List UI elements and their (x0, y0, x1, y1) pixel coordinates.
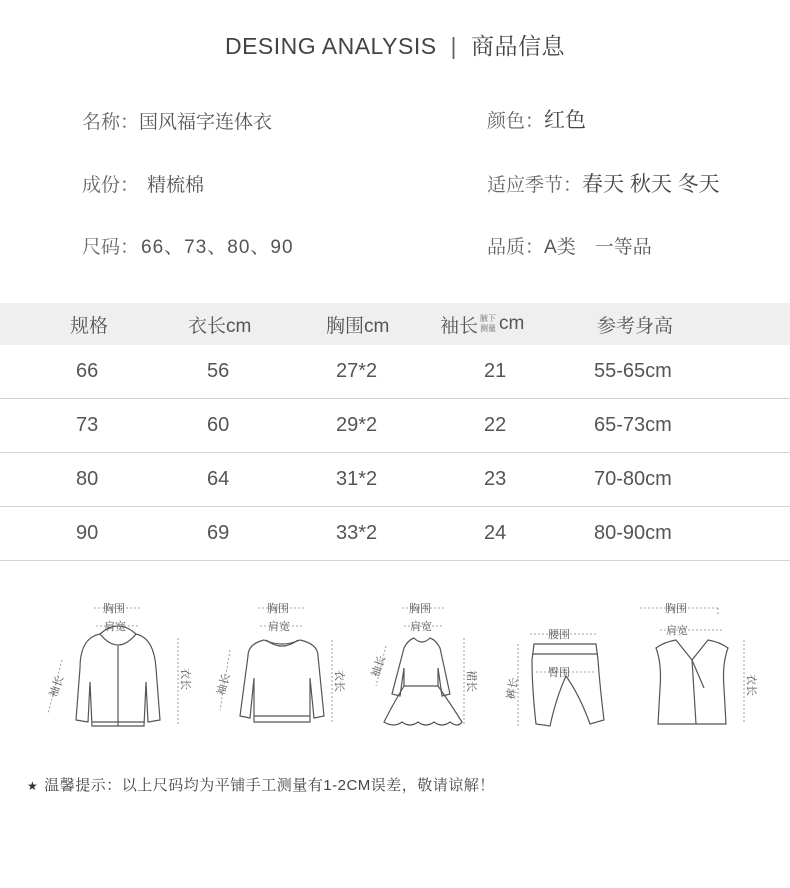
cell-sleeve: 21 (484, 360, 507, 382)
info-season-value: 春天 秋天 冬天 (582, 173, 720, 196)
info-name (82, 107, 272, 134)
sweater-chest-label: 胸围 (267, 602, 289, 615)
pants-diagram (500, 598, 620, 738)
size-table (0, 303, 790, 561)
cell-height: 80-90cm (594, 522, 672, 544)
footer-note-text: 温馨提示：以上尺码均为平铺手工测量有1-2CM误差，敬请谅解！ (44, 777, 495, 794)
dress-length-label: 裙长 (465, 670, 478, 692)
measurement-diagrams (0, 598, 790, 748)
vest-diagram (626, 598, 766, 738)
size-table-header (0, 303, 790, 345)
jacket-chest-label: 胸围 (103, 602, 125, 615)
info-material-value: 精梳棉 (147, 175, 205, 196)
pants-waist-label: 腰围 (548, 628, 570, 641)
cell-spec: 73 (76, 414, 99, 436)
header-title-cn: 商品信息 (471, 33, 566, 59)
col-height: 参考身高 (597, 315, 674, 337)
info-size-value: 66、73、80、90 (141, 237, 294, 258)
col-sleeve-note-2: 测量 (480, 324, 497, 333)
star-icon: ★ (27, 779, 39, 793)
col-sleeve-unit: cm (499, 313, 525, 334)
table-row (0, 507, 790, 561)
info-name-value: 国风福字连体衣 (139, 112, 273, 133)
cell-length: 56 (207, 360, 230, 382)
info-color-value: 红色 (544, 109, 587, 132)
col-chest: 胸围cm (326, 315, 390, 337)
cell-chest: 31*2 (336, 468, 378, 490)
table-row (0, 345, 790, 399)
dress-shoulder-label: 肩宽 (410, 620, 432, 633)
col-sleeve-note-1: 腋下 (480, 314, 497, 323)
footer-note (27, 774, 495, 795)
dress-sleeve-label: 袖长 (368, 653, 389, 680)
header-separator: | (450, 33, 458, 59)
info-material (82, 170, 204, 197)
jacket-sleeve-label: 袖长 (46, 673, 67, 700)
vest-chest-label: 胸围 (665, 602, 687, 615)
col-length: 衣长cm (188, 315, 252, 337)
cell-height: 65-73cm (594, 414, 672, 436)
cell-spec: 80 (76, 468, 99, 490)
table-row (0, 399, 790, 453)
vest-shoulder-label: 肩宽 (666, 624, 688, 637)
info-color-label: 颜色： (487, 111, 545, 132)
cell-chest: 29*2 (336, 414, 378, 436)
jacket-diagram (42, 598, 192, 738)
jacket-shoulder-label: 肩宽 (104, 620, 126, 633)
pants-hip-label: 臀围 (548, 666, 570, 679)
info-season (487, 168, 720, 198)
col-sleeve-label: 袖长 (440, 315, 479, 337)
cell-sleeve: 24 (484, 522, 507, 544)
jacket-length-label: 衣长 (179, 668, 192, 690)
info-size-label: 尺码： (82, 237, 140, 258)
cell-sleeve: 22 (484, 414, 507, 436)
info-quality-label: 品质： (487, 237, 545, 258)
vest-length-label: 衣长 (745, 674, 758, 696)
cell-sleeve: 23 (484, 468, 507, 490)
cell-chest: 33*2 (336, 522, 378, 544)
col-spec: 规格 (70, 315, 109, 337)
pants-length-label: 裤长 (504, 676, 521, 701)
col-sleeve (440, 311, 524, 338)
cell-spec: 66 (76, 360, 99, 382)
col-sleeve-note (480, 314, 496, 334)
sweater-length-label: 衣长 (333, 670, 346, 692)
dress-chest-label: 胸围 (409, 602, 431, 615)
info-name-label: 名称： (82, 112, 140, 133)
sweater-sleeve-label: 袖长 (214, 672, 233, 697)
cell-height: 55-65cm (594, 360, 672, 382)
page-header (0, 28, 790, 61)
dress-diagram (346, 598, 496, 738)
info-size (82, 232, 294, 259)
info-season-label: 适应季节： (487, 175, 583, 196)
cell-chest: 27*2 (336, 360, 378, 382)
cell-length: 60 (207, 414, 230, 436)
cell-spec: 90 (76, 522, 99, 544)
info-material-label: 成份： (82, 175, 140, 196)
info-color (487, 104, 586, 134)
info-quality (487, 232, 652, 259)
header-title-en: DESING ANALYSIS (224, 33, 437, 59)
cell-height: 70-80cm (594, 468, 672, 490)
cell-length: 64 (207, 468, 230, 490)
info-quality-value: A类 一等品 (544, 237, 652, 258)
sweater-shoulder-label: 肩宽 (268, 620, 290, 633)
cell-length: 69 (207, 522, 230, 544)
table-row (0, 453, 790, 507)
sweater-diagram (206, 598, 356, 738)
